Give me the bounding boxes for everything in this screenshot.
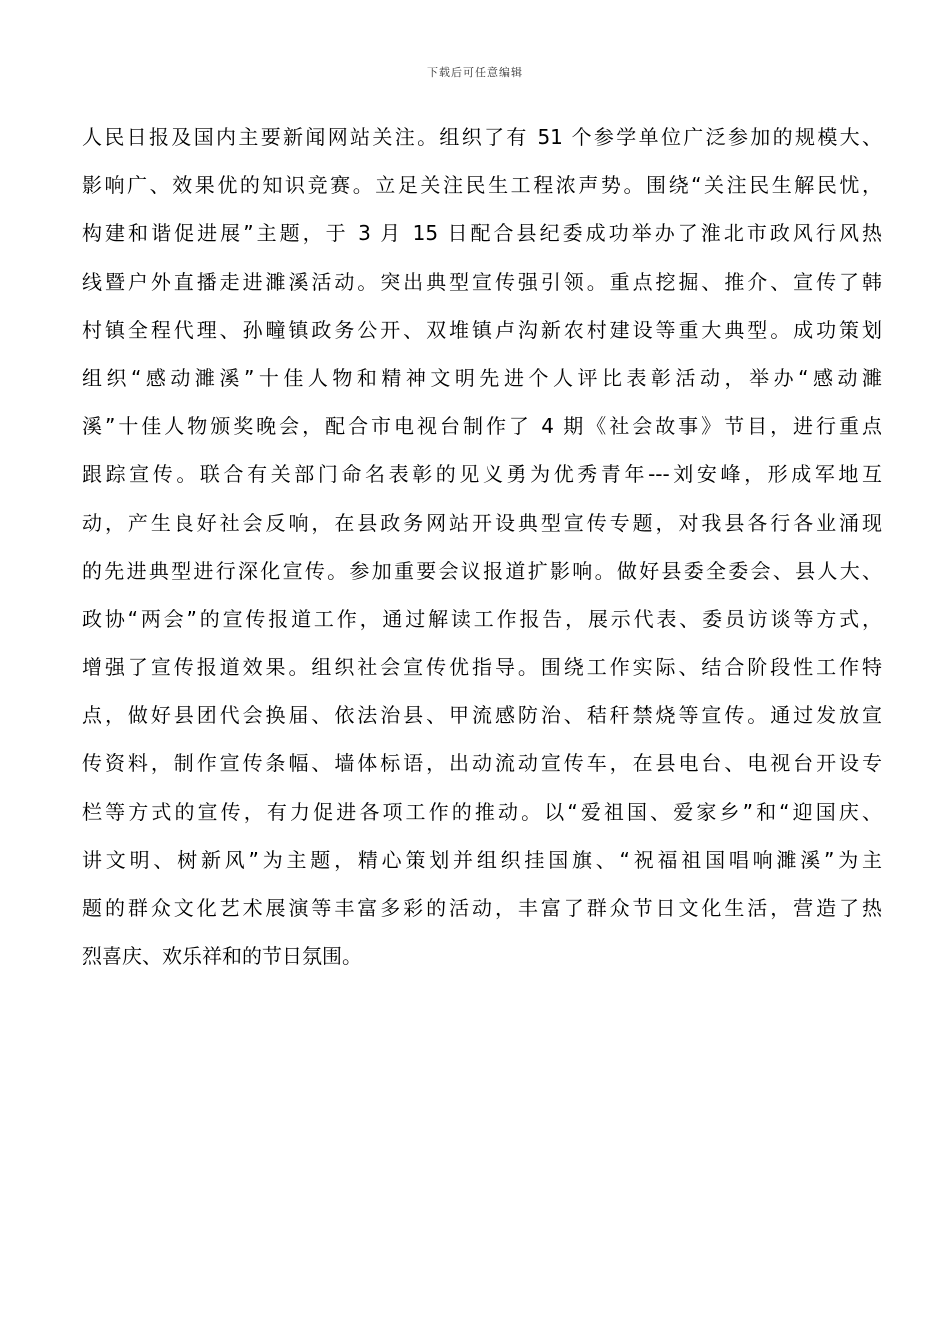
text-line-13: 点，做好县团代会换届、依法治县、甲流感防治、秸秆禁烧等宣传。通过发放宣 xyxy=(82,703,882,728)
text-line-5: 村镇全程代理、孙疃镇政务公开、双堆镇卢沟新农村建设等重大典型。成功策划 xyxy=(82,317,882,342)
text-line-12: 增强了宣传报道效果。组织社会宣传优指导。围绕工作实际、结合阶段性工作特 xyxy=(82,655,882,680)
text-line-15: 栏等方式的宣传，有力促进各项工作的推动。以“爱祖国、爱家乡”和“迎国庆、 xyxy=(82,799,882,824)
text-line-17: 题的群众文化艺术展演等丰富多彩的活动，丰富了群众节日文化生活，营造了热 xyxy=(82,896,882,920)
text-line-4: 线暨户外直播走进濉溪活动。突出典型宣传强引领。重点挖掘、推介、宣传了韩 xyxy=(82,269,882,294)
header-note: 下载后可任意编辑 xyxy=(427,66,523,79)
body-paragraph xyxy=(82,113,882,980)
text-line-3: 构建和谐促进展”主题，于 3 月 15 日配合县纪委成功举办了淮北市政风行风热 xyxy=(82,221,882,246)
text-line-2: 影响广、效果优的知识竞赛。立足关注民生工程浓声势。围绕“关注民生解民忧， xyxy=(82,173,882,198)
text-line-1: 人民日报及国内主要新闻网站关注。组织了有 51 个参学单位广泛参加的规模大、 xyxy=(82,125,882,149)
text-line-14: 传资料，制作宣传条幅、墙体标语，出动流动宣传车，在县电台、电视台开设专 xyxy=(82,751,882,776)
text-line-18: 烈喜庆、欢乐祥和的节日氛围。 xyxy=(82,944,362,969)
text-line-10: 的先进典型进行深化宣传。参加重要会议报道扩影响。做好县委全委会、县人大、 xyxy=(82,558,882,583)
text-line-7: 溪”十佳人物颁奖晚会，配合市电视台制作了 4 期《社会故事》节目，进行重点 xyxy=(82,414,882,439)
text-line-6: 组织“感动濉溪”十佳人物和精神文明先进个人评比表彰活动，举办“感动濉 xyxy=(82,365,882,390)
text-line-9: 动，产生良好社会反响，在县政务网站开设典型宣传专题，对我县各行各业涌现 xyxy=(82,510,882,535)
text-line-8: 跟踪宣传。联合有关部门命名表彰的见义勇为优秀青年---刘安峰，形成军地互 xyxy=(82,462,882,487)
text-line-16: 讲文明、树新风”为主题，精心策划并组织挂国旗、“祝福祖国唱响濉溪”为主 xyxy=(82,847,882,872)
text-line-11: 政协“两会”的宣传报道工作，通过解读工作报告，展示代表、委员访谈等方式， xyxy=(82,606,882,631)
